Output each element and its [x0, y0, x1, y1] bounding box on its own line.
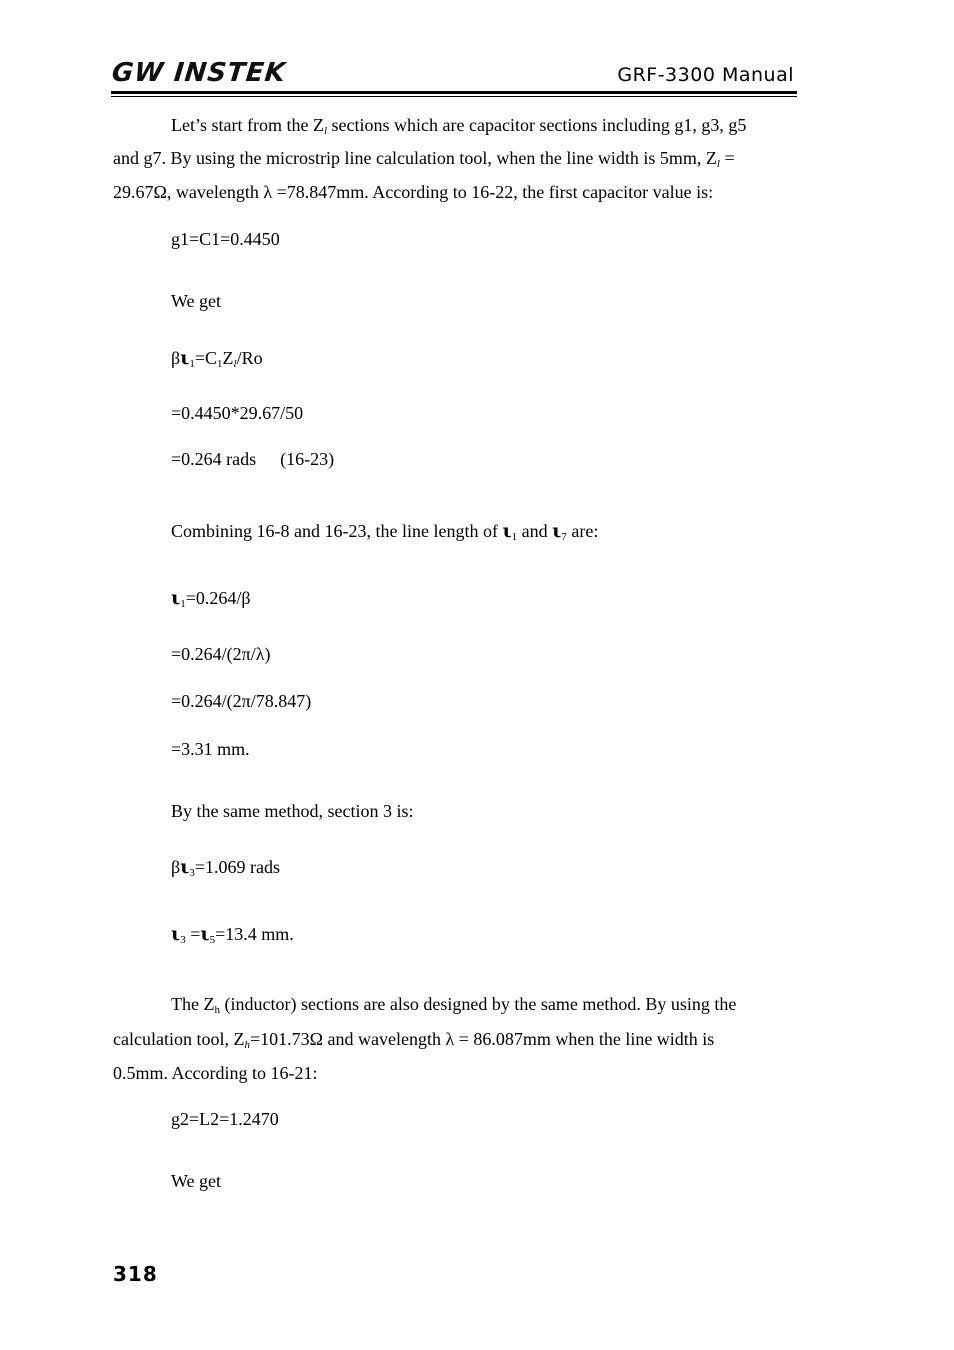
we-get-1: We get [171, 291, 222, 311]
header-rule-thick [111, 91, 797, 94]
equation-g2: g2=L2=1.2470 [171, 1109, 279, 1129]
equation-l3-l5: $\iota_3 =\iota_5=13.4$ mm. [171, 923, 294, 946]
section-3-intro: By the same method, section 3 is: [171, 801, 414, 821]
equation-calc-1: =0.4450*29.67/50 [171, 403, 304, 423]
equation-calc-2: =0.264 rads (16-23) [171, 449, 335, 469]
equation-l1-result: =3.31 mm. [171, 739, 250, 759]
paragraph-1-line-3: 29.67Ω, wavelength λ =78.847mm. According to 16-22, the first capacitor value is: [113, 182, 714, 202]
equation-beta-l3: $\beta\iota_3=1.069$ rads [171, 856, 281, 879]
equation-g1: g1=C1=0.4450 [171, 229, 280, 249]
manual-title: GRF-3300 Manual [617, 64, 794, 86]
brand-logo: GW INSTEK [110, 58, 288, 88]
paragraph-2-line-2: calculation tool, $Z_h=101.73\Omega$ and wavelength λ = 86.087mm when the line width is [113, 1029, 715, 1051]
equation-beta-l1: $\beta\iota_1=C_1Z_l/Ro$ [171, 347, 263, 370]
paragraph-1-line-1: Let’s start from the $Z_l$ sections which are capacitor sections including g1, g3, g5 [171, 115, 747, 137]
paragraph-2-line-3: 0.5mm. According to 16-21: [113, 1063, 318, 1083]
combining-sentence: Combining 16-8 and 16-23, the line length of $\iota_1$ and $\iota_7$ are: [171, 520, 599, 543]
paragraph-1-line-2: and g7. By using the microstrip line calculation tool, when the line width is 5mm, $Z_l$ = [113, 148, 735, 170]
header-rule-thin [111, 96, 797, 97]
equation-l1-step-2: =0.264/(2π/λ) [171, 644, 271, 664]
equation-l1-step-3: =0.264/(2π/78.847) [171, 691, 312, 711]
we-get-2: We get [171, 1171, 222, 1191]
page-number: 318 [113, 1262, 158, 1286]
paragraph-2-line-1: The $Z_h$ (inductor) sections are also designed by the same method. By using the [171, 994, 737, 1016]
equation-l1: $\iota_1=0.264/\beta$ [171, 587, 251, 610]
